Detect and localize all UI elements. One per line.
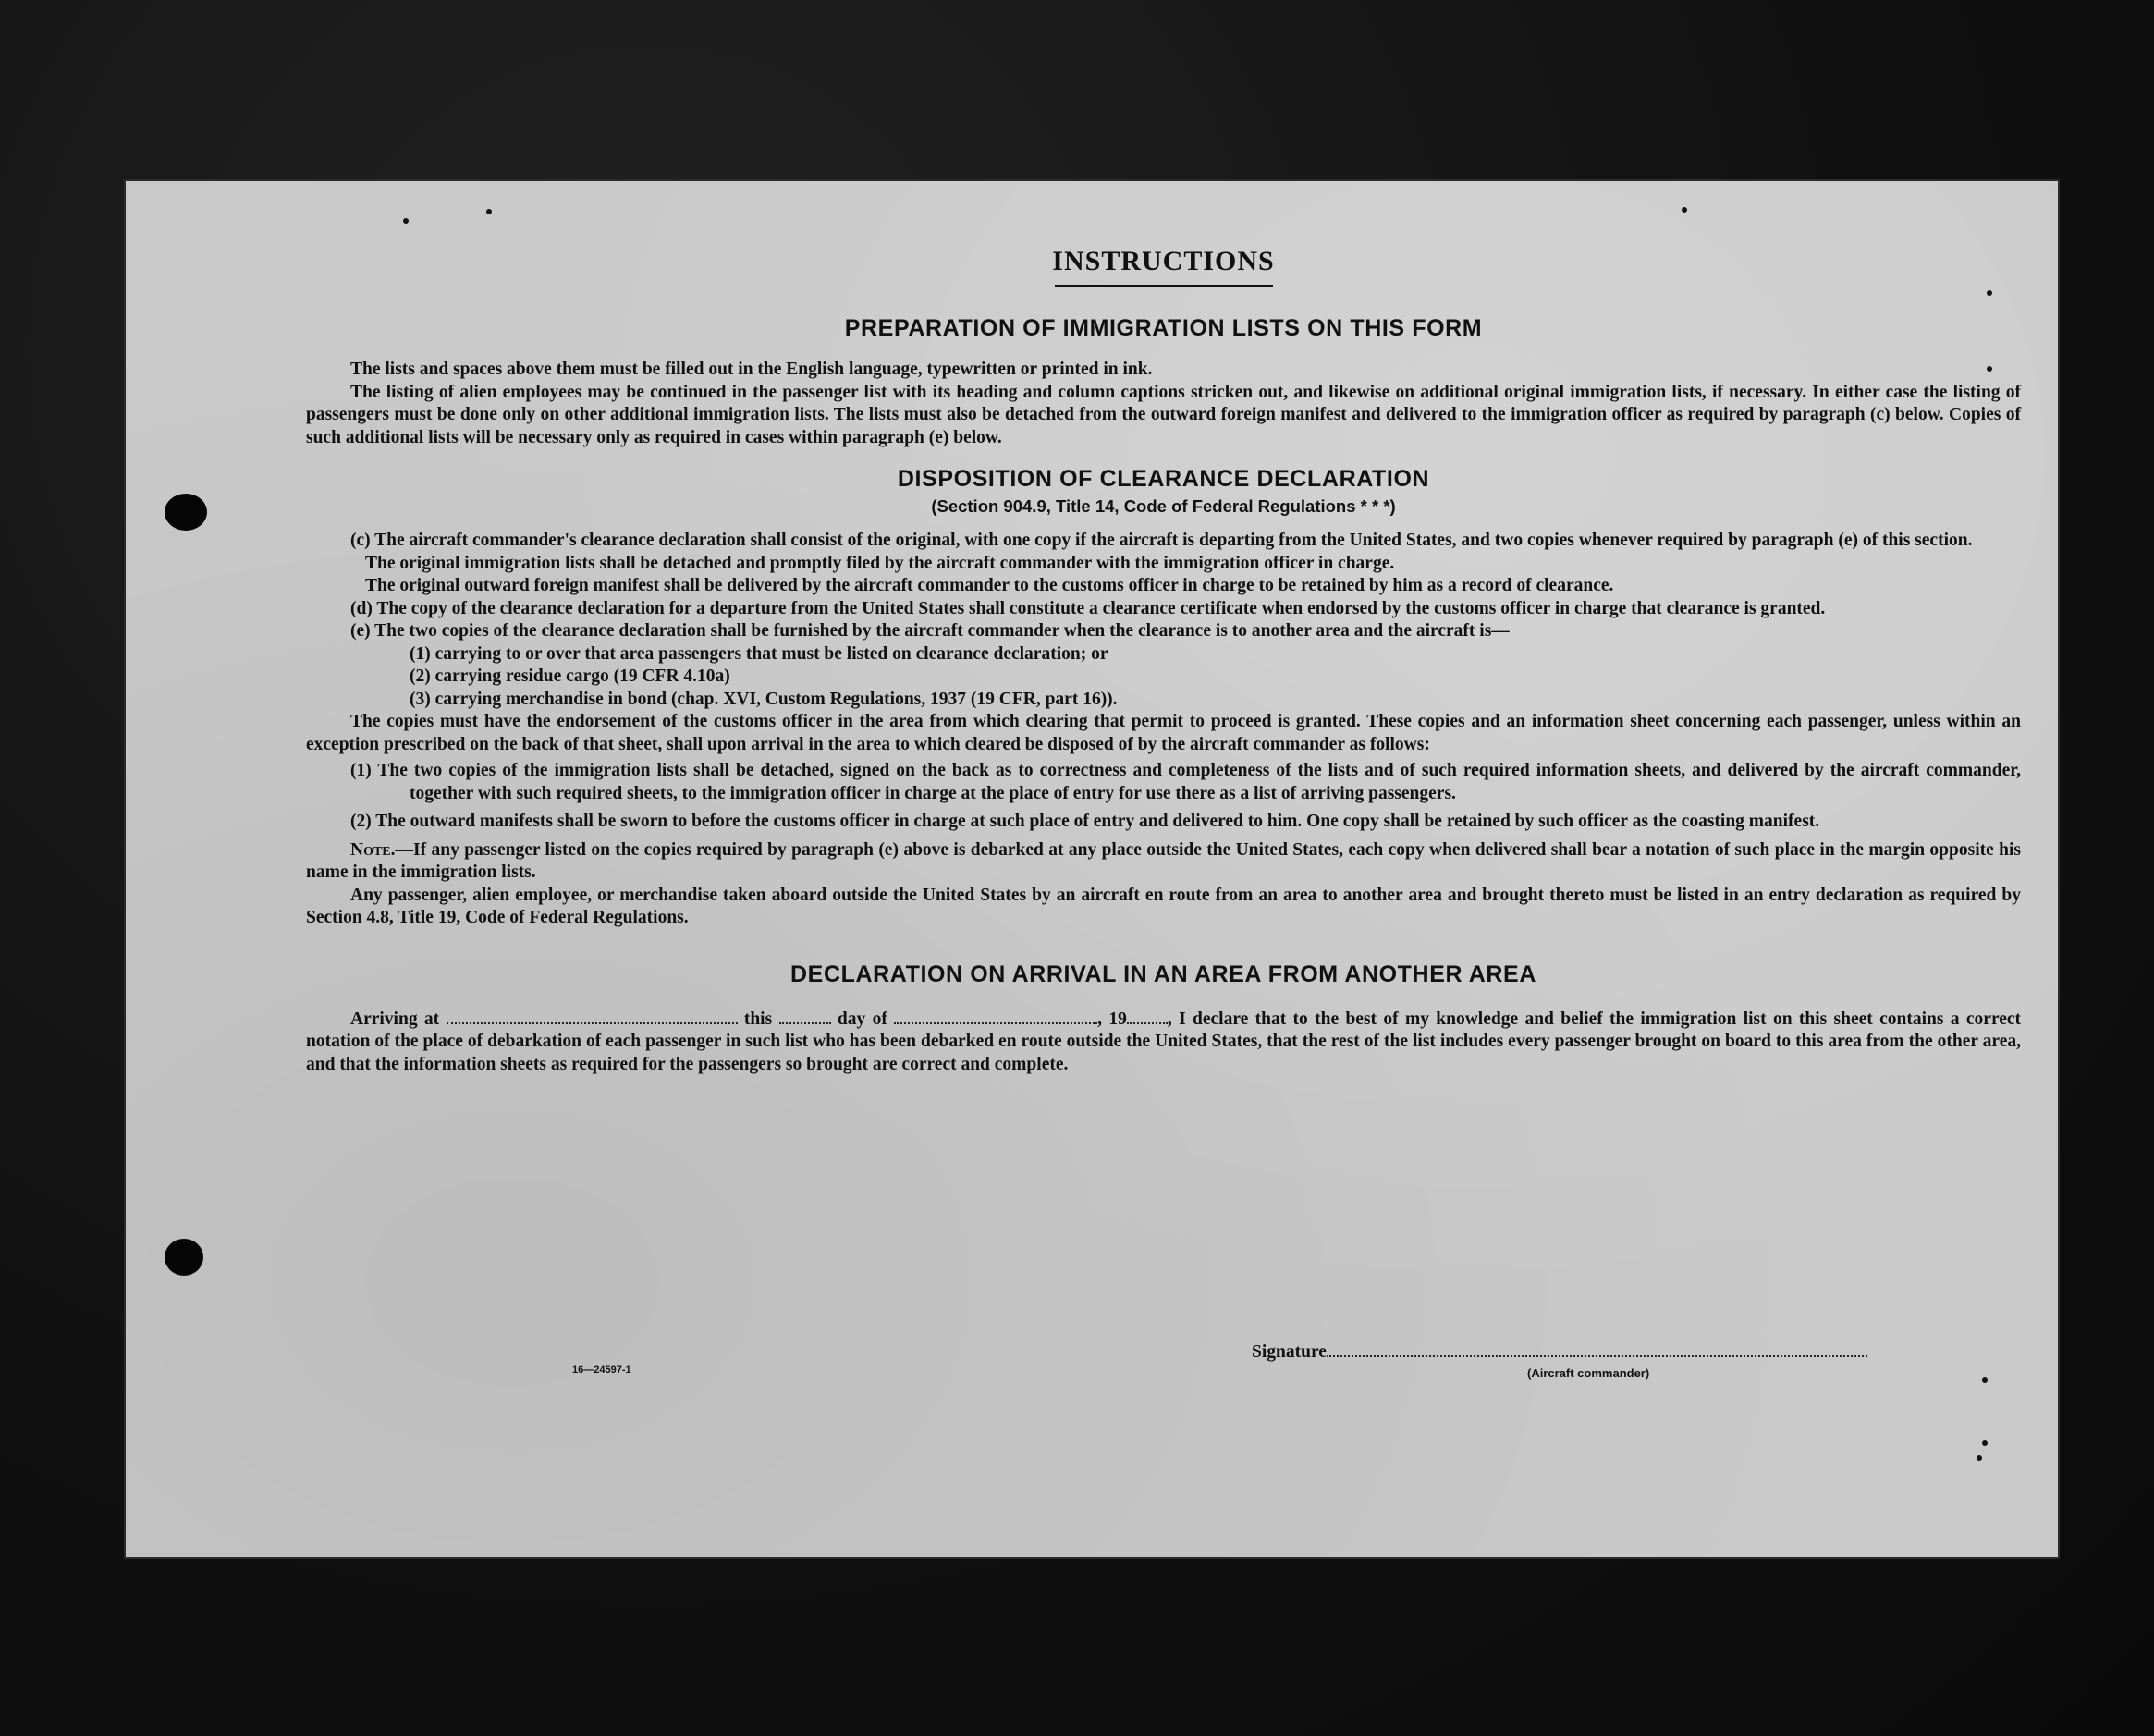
title-underline [1055, 285, 1273, 287]
page-title: INSTRUCTIONS [1052, 246, 1275, 276]
paragraph-note [306, 839, 2021, 885]
note-text: —If any passenger listed on the copies required by paragraph (e) above is debarked at any place outside the United States, each copy when delivered shall bear a notation of such place in the margin opposite his name in the immigration lists. [306, 839, 2021, 882]
form-number: 16—24597-1 [572, 1364, 631, 1375]
paragraph-numbered-2: (2) The outward manifests shall be sworn to before the customs officer in charge at such place of entry and delivered to him. One copy shall be retained by such officer as the coasting manifest. [350, 812, 1820, 831]
paragraph-copies-endorsement: The copies must have the endorsement of the customs officer in the area from which clearing that permit to proceed is granted. These copies and an information sheet concerning each passenger, unless within an exception prescribed on the back of that sheet, shall upon arrival in the area to which cleared be disposed of by the aircraft commander as follows: [306, 712, 2021, 754]
paragraph-e-item-2: (2) carrying residue cargo (19 CFR 4.10a) [410, 666, 730, 686]
paragraph-e: (e) The two copies of the clearance declaration shall be furnished by the aircraft commander when the clearance is to another area and the aircraft is— [350, 621, 1510, 641]
arrival-declaration: Arriving at this day of , 19 , I declare that to the best of my knowledge and belief the immigration list on this sheet contains a correct notation of the place of debarkation of each passenger in such list who has been debarked en route outside the United States, that the rest of the list includes every passenger brought on board to this area from the other area, and that the information sheets as required for the passengers so brought are correct and complete. [306, 1009, 2022, 1074]
paragraph-numbered-1: (1) The two copies of the immigration lists shall be detached, signed on the back as to correctness and completeness of the lists and of such required information sheets, and delivered by the aircraft commander, together with such required sheets, to the immigration officer in charge at the place of entry for use there as a list of arriving passengers. [350, 761, 2021, 803]
speck [486, 209, 492, 214]
declaration-text: , I declare that to the best of my knowledge and belief the immigration list on this sheet contains a correct notation of the place of debarkation of each passenger in such list who has been debarked en route outside the United States, that the rest of the list includes every passenger brought on board to this area from the other area, and that the information sheets as required for the passengers so brought are correct and complete. [306, 1009, 2022, 1074]
section-citation: (Section 904.9, Title 14, Code of Federal Regulations * * *) [931, 496, 1396, 516]
speck [1982, 1440, 1988, 1446]
signature-label: Signature [1252, 1342, 1327, 1362]
year-prefix: 19 [1108, 1009, 1127, 1029]
section-heading-disposition: DISPOSITION OF CLEARANCE DECLARATION [897, 466, 1430, 492]
punch-hole-bottom [165, 1239, 203, 1276]
paragraph-language: The lists and spaces above them must be filled out in the English language, typewritten or printed in ink. [350, 360, 1153, 379]
punch-hole-top [165, 494, 207, 531]
day-field[interactable] [779, 1009, 831, 1024]
month-field[interactable] [894, 1009, 1097, 1024]
arriving-at-label: Arriving at [350, 1009, 440, 1029]
section-heading-preparation: PREPARATION OF IMMIGRATION LISTS ON THIS FORM [844, 315, 1483, 341]
document-page [126, 181, 2058, 1557]
speck [1977, 1455, 1982, 1461]
instructions-body [306, 246, 2021, 1076]
paragraph-c: (c) The aircraft commander's clearance declaration shall consist of the original, with one copy if the aircraft is departing from the United States, and two copies whenever required by paragraph (e) of this section. [350, 531, 1973, 550]
paragraph-e-item-3: (3) carrying merchandise in bond (chap. XVI, Custom Regulations, 1937 (19 CFR, part 16)). [410, 689, 1118, 709]
signature-caption: (Aircraft commander) [1527, 1366, 1650, 1380]
paragraph-e-item-1: (1) carrying to or over that area passengers that must be listed on clearance declaration; or [410, 643, 1108, 664]
signature-field[interactable] [1327, 1342, 1867, 1357]
day-of-label: day of [837, 1009, 887, 1029]
section-heading-arrival: DECLARATION ON ARRIVAL IN AN AREA FROM ANOTHER AREA [790, 960, 1536, 987]
speck [1682, 207, 1687, 213]
speck [403, 218, 409, 224]
year-field[interactable] [1127, 1009, 1168, 1024]
signature-block [1252, 1342, 1890, 1363]
this-label: this [743, 1009, 773, 1029]
paragraph-c-immigration-lists: The original immigration lists shall be detached and promptly filed by the aircraft commander with the immigration officer in charge. [365, 553, 1395, 573]
paragraph-c-foreign-manifest: The original outward foreign manifest shall be delivered by the aircraft commander to the customs officer in charge to be retained by him as a record of clearance. [365, 576, 1614, 595]
note-label: Note. [350, 839, 396, 860]
paragraph-d: (d) The copy of the clearance declaration for a departure from the United States shall constitute a clearance certificate when endorsed by the customs officer in charge that clearance is granted. [350, 598, 1826, 618]
arriving-at-field[interactable] [447, 1009, 738, 1024]
paragraph-alien-employees: The listing of alien employees may be continued in the passenger list with its heading and column captions stricken out, and likewise on additional original immigration lists, if necessary. In either case the listing of passengers must be done only on other additional immigration lists. The lists must also be detached from the outward foreign manifest and delivered to the immigration officer as required by paragraph (c) below. Copies of such additional lists will be necessary only as required in cases within paragraph (e) below. [306, 382, 2021, 447]
paragraph-any-passenger: Any passenger, alien employee, or merchandise taken aboard outside the United States by an aircraft en route from an area to another area and brought thereto must be listed in an entry declaration as required by Section 4.8, Title 19, Code of Federal Regulations. [306, 885, 2021, 927]
speck [1982, 1377, 1988, 1383]
